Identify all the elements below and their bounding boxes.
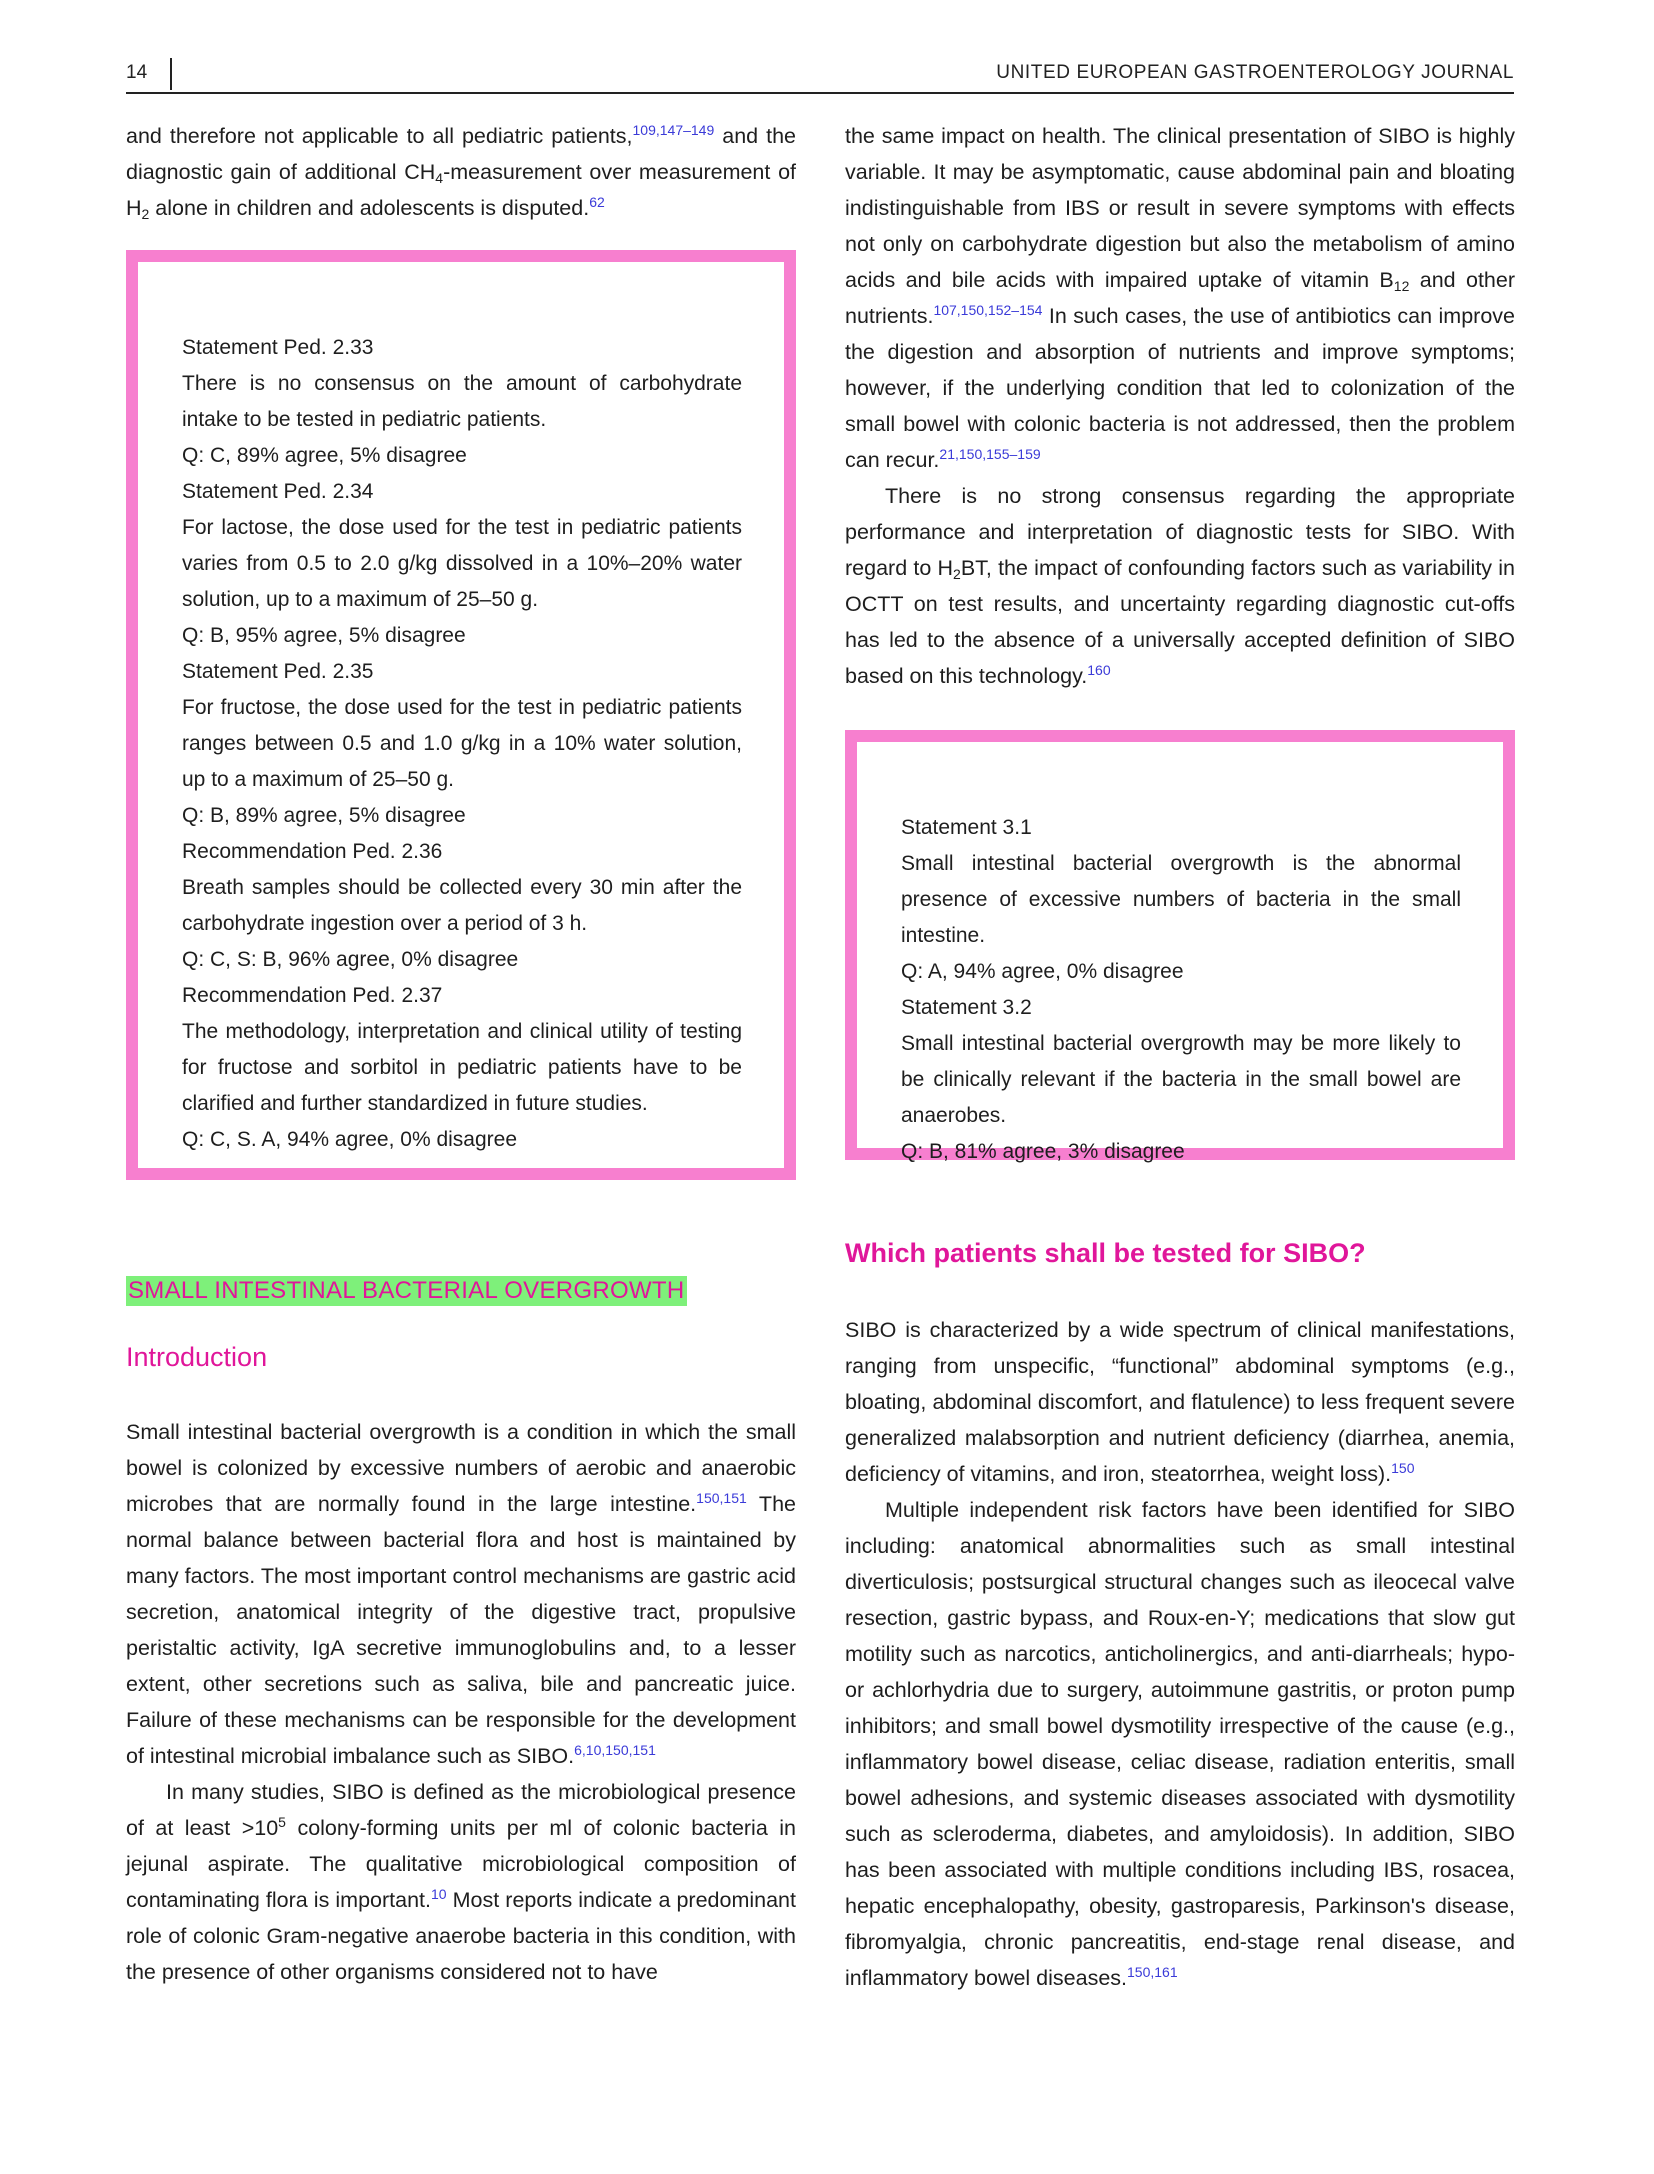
citation[interactable]: 109,147–149	[632, 122, 715, 138]
statement-text: Breath samples should be collected every 30 min after the carbohydrate ingestion over a period of 3 h.	[182, 876, 742, 935]
statement-vote: Q: C, S. A, 94% agree, 0% disagree	[182, 1128, 518, 1151]
which-patients-heading-wrap	[845, 1238, 1366, 1269]
statement-title: Statement Ped. 2.35	[182, 660, 374, 683]
header-rule	[126, 92, 1514, 94]
introduction-heading-wrap	[126, 1342, 267, 1373]
section-title: SMALL INTESTINAL BACTERIAL OVERGROWTH	[128, 1277, 685, 1304]
statement-vote: Q: B, 95% agree, 5% disagree	[182, 624, 466, 647]
statement-ped-2-34	[182, 474, 742, 654]
recommendation-ped-2-36	[182, 834, 742, 978]
citation[interactable]: 150,161	[1127, 1964, 1178, 1980]
statement-text: The methodology, interpretation and clinical utility of testing for fructose and sorbitol in pediatric patients have to be clarified and further standardized in future studies.	[182, 1020, 742, 1115]
statement-ped-2-33	[182, 330, 742, 474]
page-number: 14	[126, 62, 148, 83]
right-column-body	[845, 1312, 1515, 1996]
statement-title: Recommendation Ped. 2.37	[182, 984, 443, 1007]
statement-vote: Q: B, 81% agree, 3% disagree	[901, 1140, 1185, 1163]
statement-vote: Q: C, S: B, 96% agree, 0% disagree	[182, 948, 519, 971]
statement-title: Statement 3.2	[901, 996, 1032, 1019]
statement-3-1	[901, 810, 1461, 990]
citation[interactable]: 160	[1087, 662, 1111, 678]
sibo-statements-box	[845, 730, 1515, 1163]
section-heading-wrap	[126, 1276, 687, 1306]
paragraph-r2: There is no strong consensus regarding the appropriate performance and interpretation of diagnostic tests for SIBO. With regard to $H_2BT$, the impact of confounding factors such as variability in OCTT on test results, and uncertainty regarding diagnostic cut-offs has led to the absence of a universally accepted definition of SIBO based on this technology.$^{160}$	[845, 484, 1515, 688]
pediatric-statements-box	[126, 250, 796, 1180]
statement-text: For fructose, the dose used for the test in pediatric patients ranges between 0.5 and 1.0 g/kg in a 10% water solution, up to a maximum of 25–50 g.	[182, 696, 742, 791]
statement-text: For lactose, the dose used for the test in pediatric patients varies from 0.5 to 2.0 g/kg dissolved in a 10%–20% water solution, up to a maximum of 25–50 g.	[182, 516, 742, 611]
paragraph-1: Small intestinal bacterial overgrowth is a condition in which the small bowel is colonized by excessive numbers of aerobic and anaerobic microbes that are normally found in the large intestine.$^{150,151}$ The normal balance between bacterial flora and host is maintained by many factors. The most important control mechanisms are gastric acid secretion, anatomical integrity of the digestive tract, propulsive peristaltic activity, IgA secretive immunoglobulins and, to a lesser extent, other secretions such as saliva, bile and pancreatic juice. Failure of these mechanisms can be responsible for the development of intestinal microbial imbalance such as SIBO.$^{6,10,150,151}$	[126, 1420, 796, 1768]
citation[interactable]: 6,10,150,151	[574, 1742, 656, 1758]
left-column-top	[126, 118, 796, 226]
running-header	[126, 58, 1514, 94]
paragraph-r3: SIBO is characterized by a wide spectrum of clinical manifestations, ranging from unspecific, “functional” abdominal symptoms (e.g., bloating, abdominal discomfort, and flatulence) to less frequent severe generalized malabsorption and nutrient deficiency (diarrhea, anemia, deficiency of vitamins, and iron, steatorrhea, weight loss).$^{150}$	[845, 1318, 1515, 1486]
header-divider	[170, 58, 172, 90]
journal-title: UNITED EUROPEAN GASTROENTEROLOGY JOURNAL	[996, 62, 1514, 83]
statement-text: Small intestinal bacterial overgrowth is the abnormal presence of excessive numbers of bacteria in the small intestine.	[901, 852, 1461, 947]
statement-ped-2-35	[182, 654, 742, 834]
citation[interactable]: 62	[589, 194, 605, 210]
citation[interactable]: 150	[1391, 1460, 1415, 1476]
citation[interactable]: 10	[431, 1886, 447, 1902]
statement-vote: Q: C, 89% agree, 5% disagree	[182, 444, 467, 467]
citation[interactable]: 21,150,155–159	[939, 446, 1041, 462]
statement-title: Statement 3.1	[901, 816, 1032, 839]
subheading-introduction: Introduction	[126, 1342, 268, 1372]
statement-text: Small intestinal bacterial overgrowth may be more likely to be clinically relevant if the bacteria in the small bowel are anaerobes.	[901, 1032, 1461, 1127]
statement-vote: Q: B, 89% agree, 5% disagree	[182, 804, 466, 827]
paragraph-r1: the same impact on health. The clinical presentation of SIBO is highly variable. It may be asymptomatic, cause abdominal pain and bloating indistinguishable from IBS or result in severe symptoms with effects not only on carbohydrate digestion but also the metabolism of amino acids and bile acids with impaired uptake of vitamin $B_{12}$ and other nutrients.$^{107,150,152-154}$ In such cases, the use of antibiotics can improve the digestion and absorption of nutrients and improve symptoms; however, if the underlying condition that led to colonization of the small bowel with colonic bacteria is not addressed, then the problem can recur.$^{21,150,155-159}$	[845, 124, 1516, 472]
paragraph-2: In many studies, SIBO is defined as the microbiological presence of at least $>10^5$ colony-forming units per ml of colonic bacteria in jejunal aspirate. The qualitative microbiological composition of contaminating flora is important.$^{10}$ Most reports indicate a predominant role of colonic Gram-negative anaerobe bacteria in this condition, with the presence of other organisms considered not to have	[126, 1780, 796, 1984]
paragraph-intro: and therefore not applicable to all pediatric patients,$^{109,147-149}$ and the diagnostic gain of additional $CH_4$-measurement over measurement of $H_2$ alone in children and adolescents is disputed.$^{62}$	[126, 122, 796, 222]
statement-title: Recommendation Ped. 2.36	[182, 840, 443, 863]
left-column-body	[126, 1414, 796, 1990]
paragraph-r4: Multiple independent risk factors have been identified for SIBO including: anatomical abnormalities such as small intestinal diverticulosis; postsurgical structural changes such as ileocecal valve resection, gastric bypass, and Roux-en-Y; medications that slow gut motility such as narcotics, anticholinergics, and anti-diarrheals; hypo- or achlorhydria due to surgery, autoimmune gastritis, or proton pump inhibitors; and small bowel dysmotility irrespective of the cause (e.g., inflammatory bowel disease, celiac disease, radiation enteritis, small bowel adhesions, and systemic diseases associated with dysmotility such as scleroderma, diabetes, and amyloidosis). In addition, SIBO has been associated with multiple conditions including IBS, rosacea, hepatic encephalopathy, obesity, gastroparesis, Parkinson's disease, fibromyalgia, chronic pancreatitis, end-stage renal disease, and inflammatory bowel diseases.$^{150,161}$	[845, 1498, 1515, 1990]
statement-text: There is no consensus on the amount of carbohydrate intake to be tested in pediatric patients.	[182, 372, 742, 431]
statement-vote: Q: A, 94% agree, 0% disagree	[901, 960, 1184, 983]
recommendation-ped-2-37	[182, 978, 742, 1158]
subheading-which-patients: Which patients shall be tested for SIBO?	[845, 1238, 1366, 1268]
citation[interactable]: 150,151	[696, 1490, 747, 1506]
citation[interactable]: 107,150,152–154	[933, 302, 1043, 318]
statement-title: Statement Ped. 2.33	[182, 336, 374, 359]
statement-title: Statement Ped. 2.34	[182, 480, 374, 503]
statement-3-2	[901, 990, 1461, 1170]
right-column-top	[845, 118, 1515, 694]
